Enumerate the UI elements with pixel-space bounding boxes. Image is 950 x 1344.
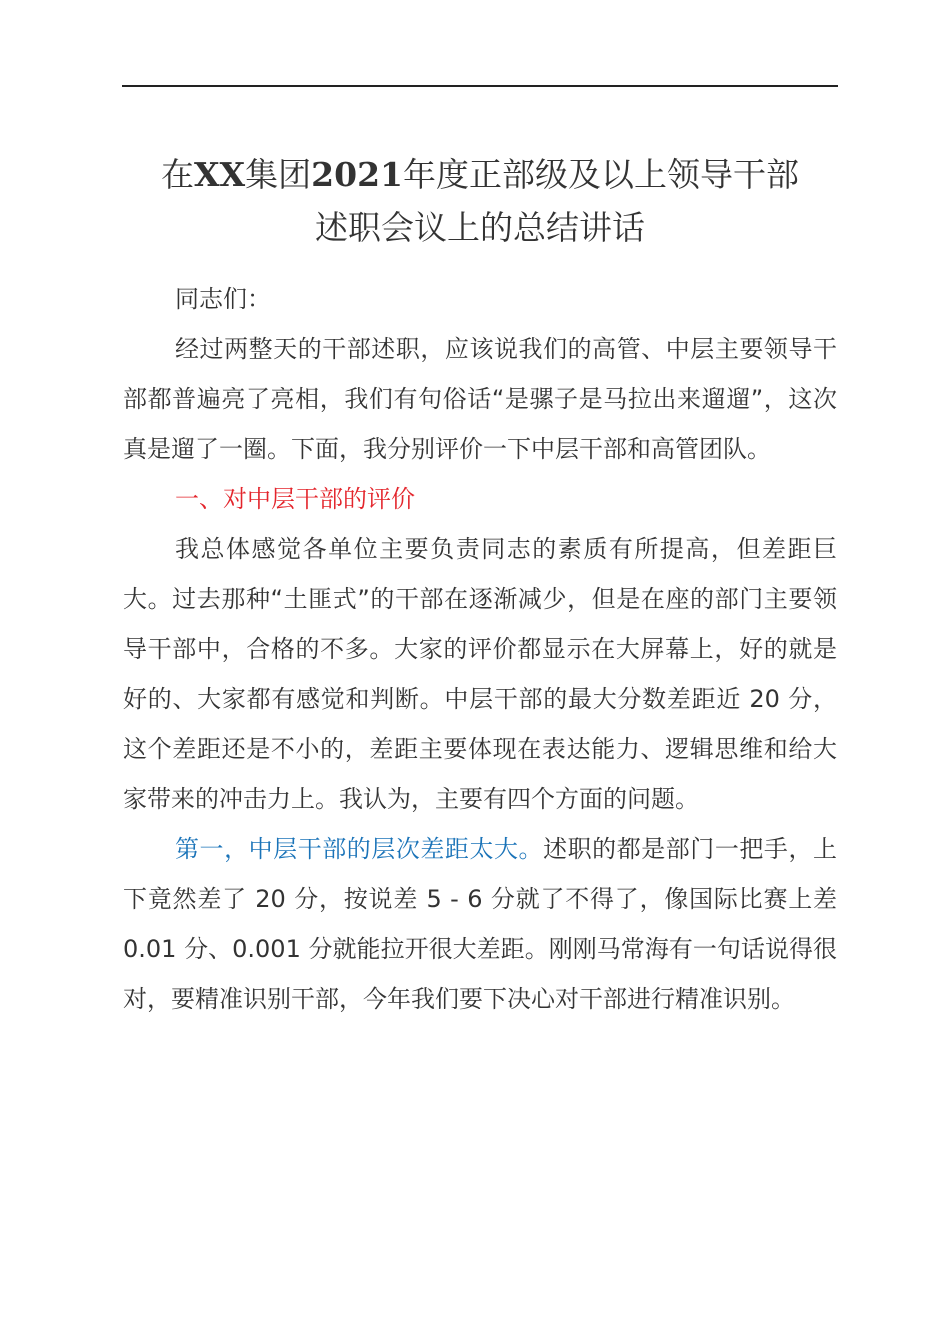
paragraph-1: 经过两整天的干部述职，应该说我们的高管、中层主要领导干部都普遍亮了亮相，我们有句俗话“是骡子是马拉出来遛遛”，这次真是遛了一圈。下面，我分别评价一下中层干部和高管团队。 [123,335,837,463]
title-part-4: 2021 [311,155,404,194]
header-rule [122,85,838,87]
title-part-2: XX [193,155,246,194]
title-line-2: 述职会议上的总结讲话 [315,208,645,247]
paragraph-3-rest: 述职的都是部门一把手，上下竟然差了 20 分，按说差 5 - 6 分就了不得了，像国际比赛上差 0.01 分、0.001 分就能拉开很大差距。刚刚马常海有一句话说得很对，要精准识别干部，今年我们要下决心对干部进行精准识别。 [123,835,838,1013]
title-part-3: 集团 [245,155,312,194]
paragraph-2: 我总体感觉各单位主要负责同志的素质有所提高，但差距巨大。过去那种“土匪式”的干部在逐渐减少，但是在座的部门主要领导干部中，合格的不多。大家的评价都显示在大屏幕上，好的就是好的、大家都有感觉和判断。中层干部的最大分数差距近 20 分，这个差距还是不小的，差距主要体现在表达能力、逻辑思维和给大家带来的冲击力上。我认为，主要有四个方面的问题。 [123,535,837,813]
title-part-5: 年度正部级及以上领导干部 [403,155,800,194]
salutation: 同志们： [175,285,271,313]
paragraph-3 [123,824,837,1024]
section-heading-1: 一、对中层干部的评价 [175,485,415,513]
document-body [123,274,837,1024]
title-part-1: 在 [160,155,194,194]
document-title [100,148,860,254]
paragraph-3-lead: 第一，中层干部的层次差距太大。 [175,835,544,863]
